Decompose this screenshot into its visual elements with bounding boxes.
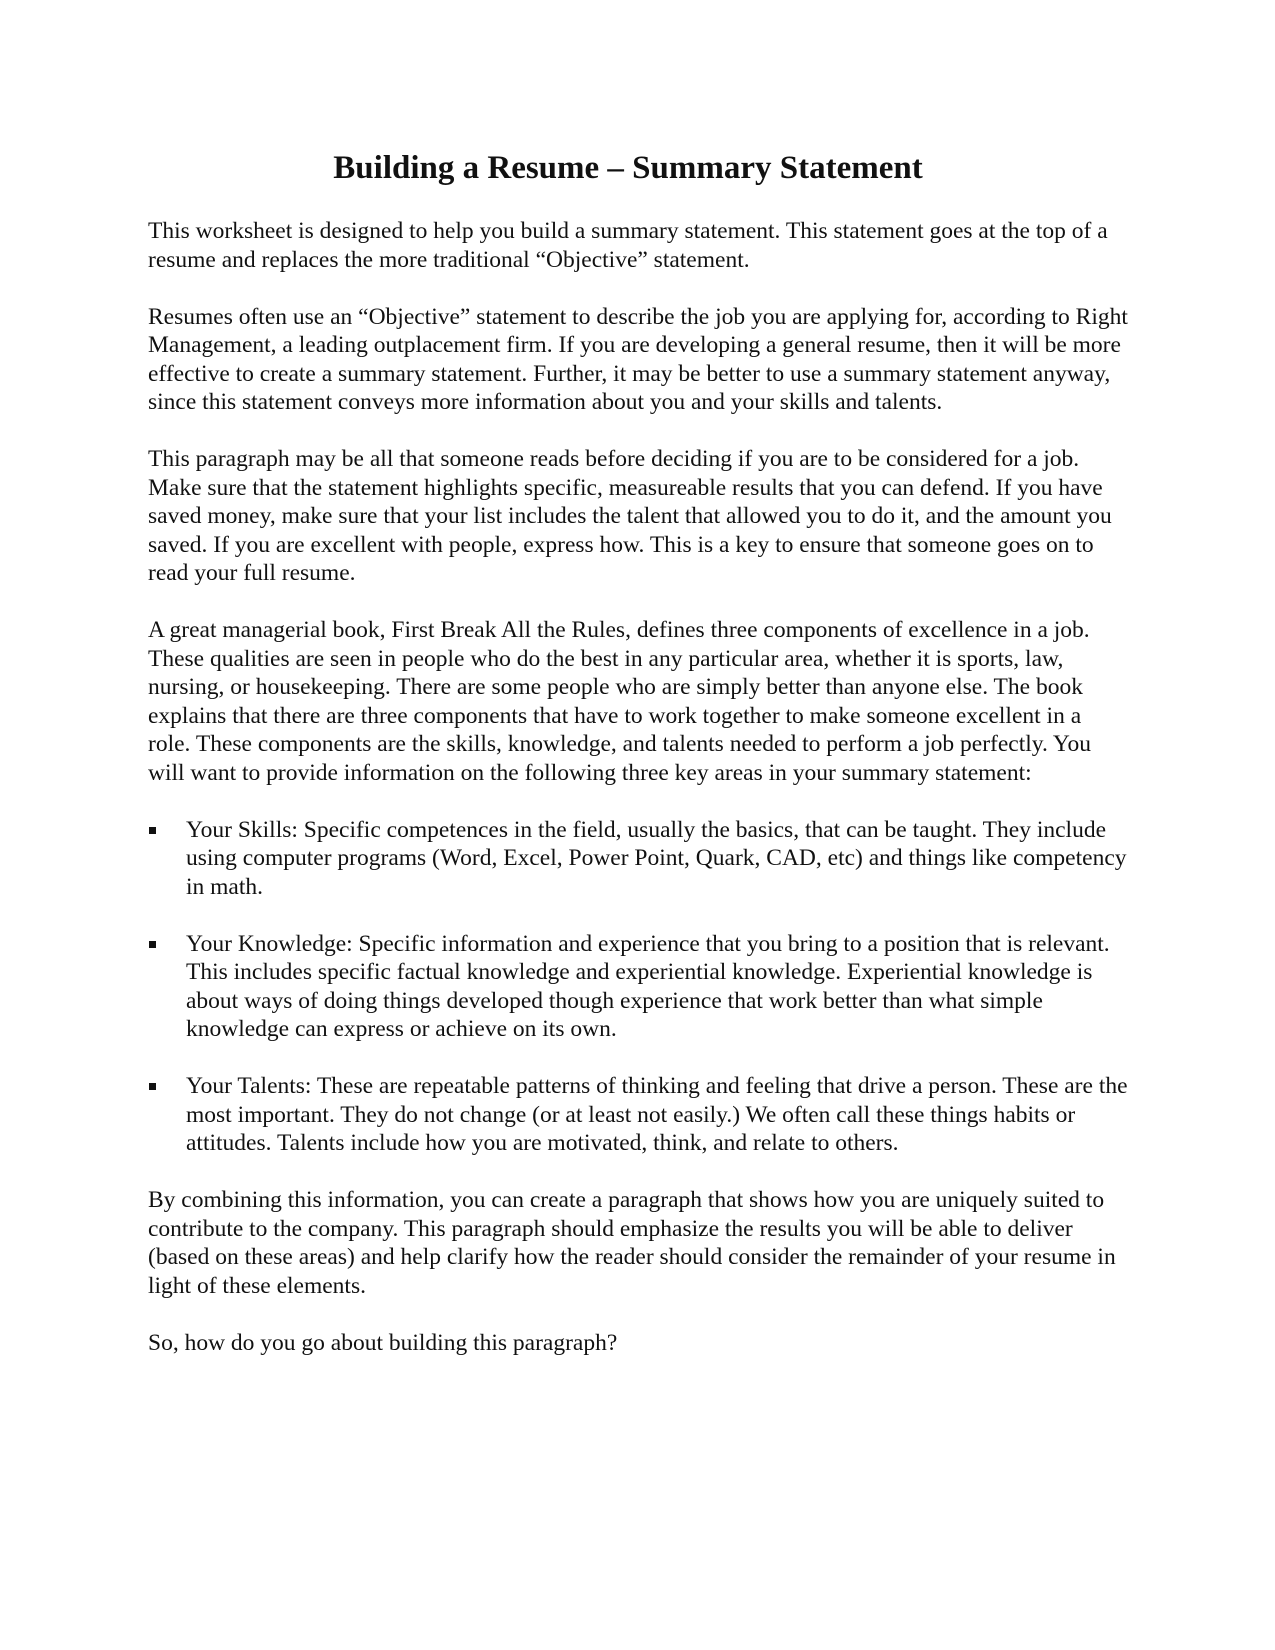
paragraph-combining: By combining this information, you can create a paragraph that shows how you are uniquely suited to contribute to the company. This paragraph should emphasize the results you will be able to deliver (based on these areas) and help clarify how the reader should consider the remainder of your resume in light of these elements.: [148, 1187, 1116, 1299]
document-body: [148, 217, 1128, 1386]
paragraph-excellence: A great managerial book, First Break All the Rules, defines three components of excellence in a job. These qualities are seen in people who do the best in any particular area, whether it is sports, law, nursing, or housekeeping. There are some people who are simply better than anyone else. The book explains that there are three components that have to work together to make someone excellent in a role. These components are the skills, knowledge, and talents needed to perform a job perfectly. You will want to provide information on the following three key areas in your summary statement:: [148, 617, 1092, 786]
square-bullet-icon: [149, 1083, 156, 1090]
list-item-talents: [148, 1072, 1128, 1158]
key-areas-list: [148, 816, 1128, 1158]
square-bullet-icon: [149, 941, 156, 948]
paragraph-intro: This worksheet is designed to help you build a summary statement. This statement goes at the top of a resume and replaces the more traditional “Objective” statement.: [148, 218, 1108, 273]
paragraph-objective: Resumes often use an “Objective” statement to describe the job you are applying for, according to Right Management, a leading outplacement firm. If you are developing a general resume, then it will be more effective to create a summary statement. Further, it may be better to use a summary statement anyway, since this statement conveys more information about you and your skills and talents.: [148, 303, 1128, 415]
document-title: Building a Resume – Summary Statement: [333, 150, 923, 186]
paragraph-importance: This paragraph may be all that someone reads before deciding if you are to be considered for a job. Make sure that the statement highlights specific, measureable results that you can defend. If you have saved money, make sure that your list includes the talent that allowed you to do it, and the amount you saved. If you are excellent with people, express how. This is a key to ensure that someone goes on to read your full resume.: [148, 446, 1112, 586]
list-item-skills: [148, 816, 1128, 902]
square-bullet-icon: [149, 827, 156, 834]
list-item-text: Your Talents: These are repeatable patterns of thinking and feeling that drive a person. These are the most important. They do not change (or at least not easily.) We often call these things habits or attitudes. Talents include how you are motivated, think, and relate to others.: [186, 1073, 1128, 1156]
list-item-text: Your Skills: Specific competences in the field, usually the basics, that can be taught. They include using computer programs (Word, Excel, Power Point, Quark, CAD, etc) and things like competency in math.: [186, 816, 1127, 900]
list-item-knowledge: [148, 930, 1128, 1044]
paragraph-question: So, how do you go about building this paragraph?: [148, 1329, 618, 1356]
list-item-text: Your Knowledge: Specific information and experience that you bring to a position that is relevant. This includes specific factual knowledge and experiential knowledge. Experiential knowledge is about ways of doing things developed though experience that work better than what simple knowledge can express or achieve on its own.: [186, 930, 1110, 1042]
